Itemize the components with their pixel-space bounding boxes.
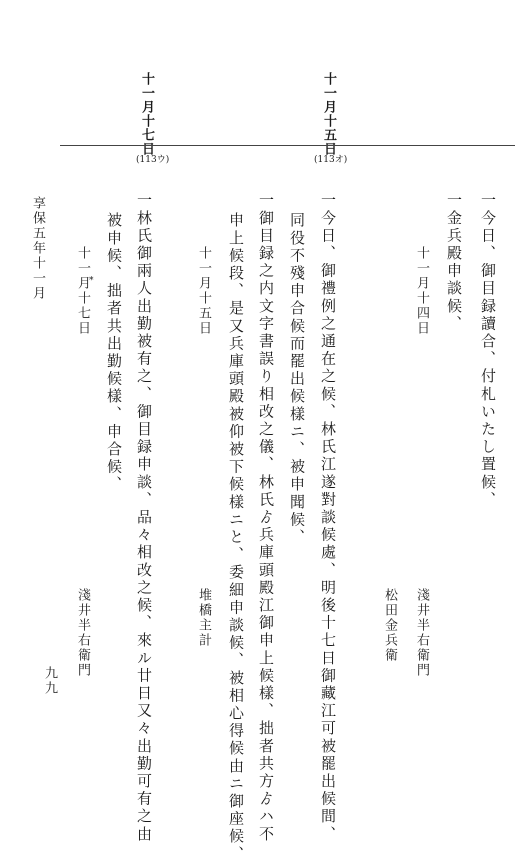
page-marker-left: (113ウ) (136, 155, 170, 165)
heading-date-left: 十一月十七日 (139, 72, 154, 156)
date-line-2: 十一月十五日 (196, 246, 211, 336)
text-line-1: 一今日、御目録讀合、付札いたし置候、 (479, 192, 497, 509)
editorial-asterisk: * (89, 276, 94, 286)
page-number: 九九 (42, 666, 57, 696)
signature-1: 淺井半右衛門 (414, 588, 429, 678)
signature-2: 松田金兵衛 (382, 588, 397, 663)
text-line-7: 一林氏御兩人出勤被有之、御目録申談、品々相改之候、來ル廿日又々出勤可有之由 (135, 192, 153, 844)
text-line-2: 一金兵殿申談候、 (445, 192, 463, 333)
heading-date-right: 十一月十五日 (321, 72, 336, 156)
header-rule (60, 145, 515, 146)
signature-3: 堆橋主計 (196, 588, 211, 648)
text-line-4: 同役不殘申合候而罷出候樣ニ、被申聞候、 (288, 212, 306, 547)
text-line-6: 申上候段、是又兵庫頭殿被仰被下候樣ニと、委細申談候、被相心得候由ニ御座候、 (227, 212, 245, 863)
text-line-8: 被申候、拙者共出勤候樣、申合候、 (105, 212, 123, 494)
page-marker-right: (113オ) (314, 155, 348, 165)
running-head: 享保五年十一月 (30, 196, 45, 301)
date-line-3: 十一月十七日 (75, 246, 90, 336)
text-line-5: 一御目録之内文字書誤り相改之儀、林氏ゟ兵庫頭殿江御申上候樣、拙者共方ゟハ不 (257, 192, 275, 844)
text-line-3: 一今日、御禮例之通在之候、林氏江遂對談候處、明後十七日御藏江可被罷出候間、 (319, 192, 337, 844)
signature-4: 淺井半右衛門 (75, 588, 90, 678)
date-line-1: 十一月十四日 (414, 246, 429, 336)
